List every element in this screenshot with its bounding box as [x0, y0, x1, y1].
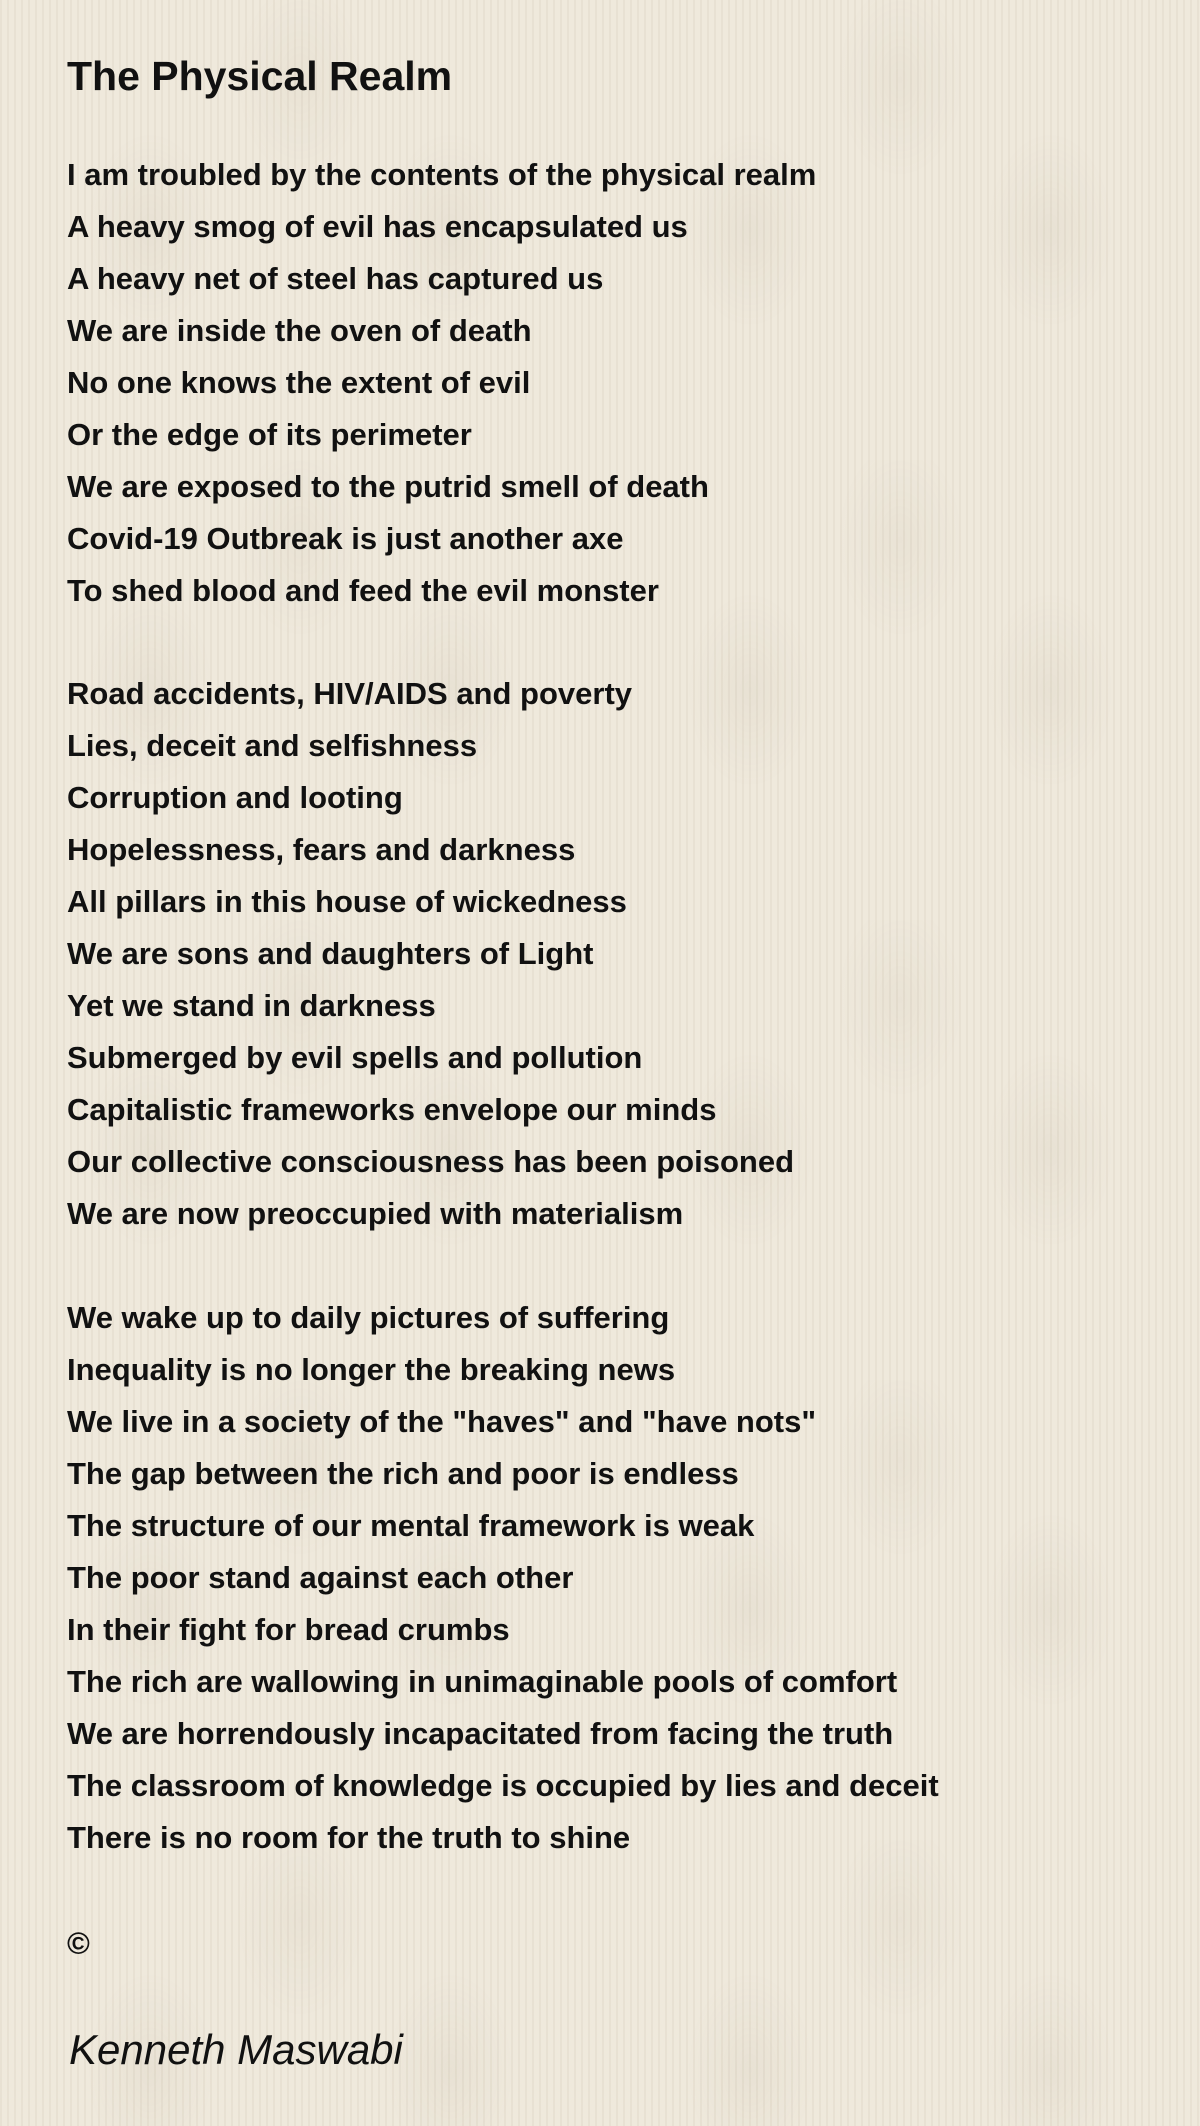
- poem-line: The poor stand against each other: [67, 1560, 574, 1595]
- poem-line: Our collective consciousness has been poisoned: [67, 1144, 795, 1179]
- author-name: Kenneth Maswabi: [69, 2026, 403, 2073]
- poem-line: Inequality is no longer the breaking news: [67, 1352, 676, 1387]
- poem-line: We are now preoccupied with materialism: [67, 1196, 684, 1231]
- poem-line: A heavy net of steel has captured us: [67, 261, 604, 296]
- poem-line: A heavy smog of evil has encapsulated us: [67, 209, 688, 244]
- poem-line: We live in a society of the "haves" and "have nots": [67, 1404, 817, 1439]
- poem-line: Covid-19 Outbreak is just another axe: [67, 521, 624, 556]
- poem-line: Lies, deceit and selfishness: [67, 728, 478, 763]
- stanza-3: [67, 1292, 939, 1864]
- poem-line: The rich are wallowing in unimaginable pools of comfort: [67, 1664, 898, 1699]
- poem-line: Road accidents, HIV/AIDS and poverty: [67, 676, 633, 711]
- poem-line: There is no room for the truth to shine: [67, 1820, 631, 1855]
- poem-line: Or the edge of its perimeter: [67, 417, 472, 452]
- poem-line: I am troubled by the contents of the physical realm: [67, 157, 817, 192]
- poem-line: The classroom of knowledge is occupied by lies and deceit: [67, 1768, 939, 1803]
- poem-line: We wake up to daily pictures of suffering: [67, 1300, 670, 1335]
- poem-line: The structure of our mental framework is weak: [67, 1508, 755, 1543]
- poem-line: We are inside the oven of death: [67, 313, 532, 348]
- poem-line: Corruption and looting: [67, 780, 403, 815]
- poem-line: Yet we stand in darkness: [67, 988, 436, 1023]
- poem-line: Hopelessness, fears and darkness: [67, 832, 576, 867]
- copyright-symbol: ©: [67, 1926, 90, 1961]
- poem-line: In their fight for bread crumbs: [67, 1612, 510, 1647]
- poem-line: To shed blood and feed the evil monster: [67, 573, 659, 608]
- poem-line: We are sons and daughters of Light: [67, 936, 594, 971]
- stanza-2: [67, 668, 794, 1240]
- poem-line: Capitalistic frameworks envelope our minds: [67, 1092, 717, 1127]
- poem-title: The Physical Realm: [67, 53, 453, 99]
- poem-line: All pillars in this house of wickedness: [67, 884, 627, 919]
- poem-line: We are horrendously incapacitated from facing the truth: [67, 1716, 894, 1751]
- poem-line: Submerged by evil spells and pollution: [67, 1040, 643, 1075]
- stanza-1: [67, 149, 816, 617]
- poem-line: We are exposed to the putrid smell of death: [67, 469, 709, 504]
- poem-line: No one knows the extent of evil: [67, 365, 531, 400]
- poem-line: The gap between the rich and poor is endless: [67, 1456, 739, 1491]
